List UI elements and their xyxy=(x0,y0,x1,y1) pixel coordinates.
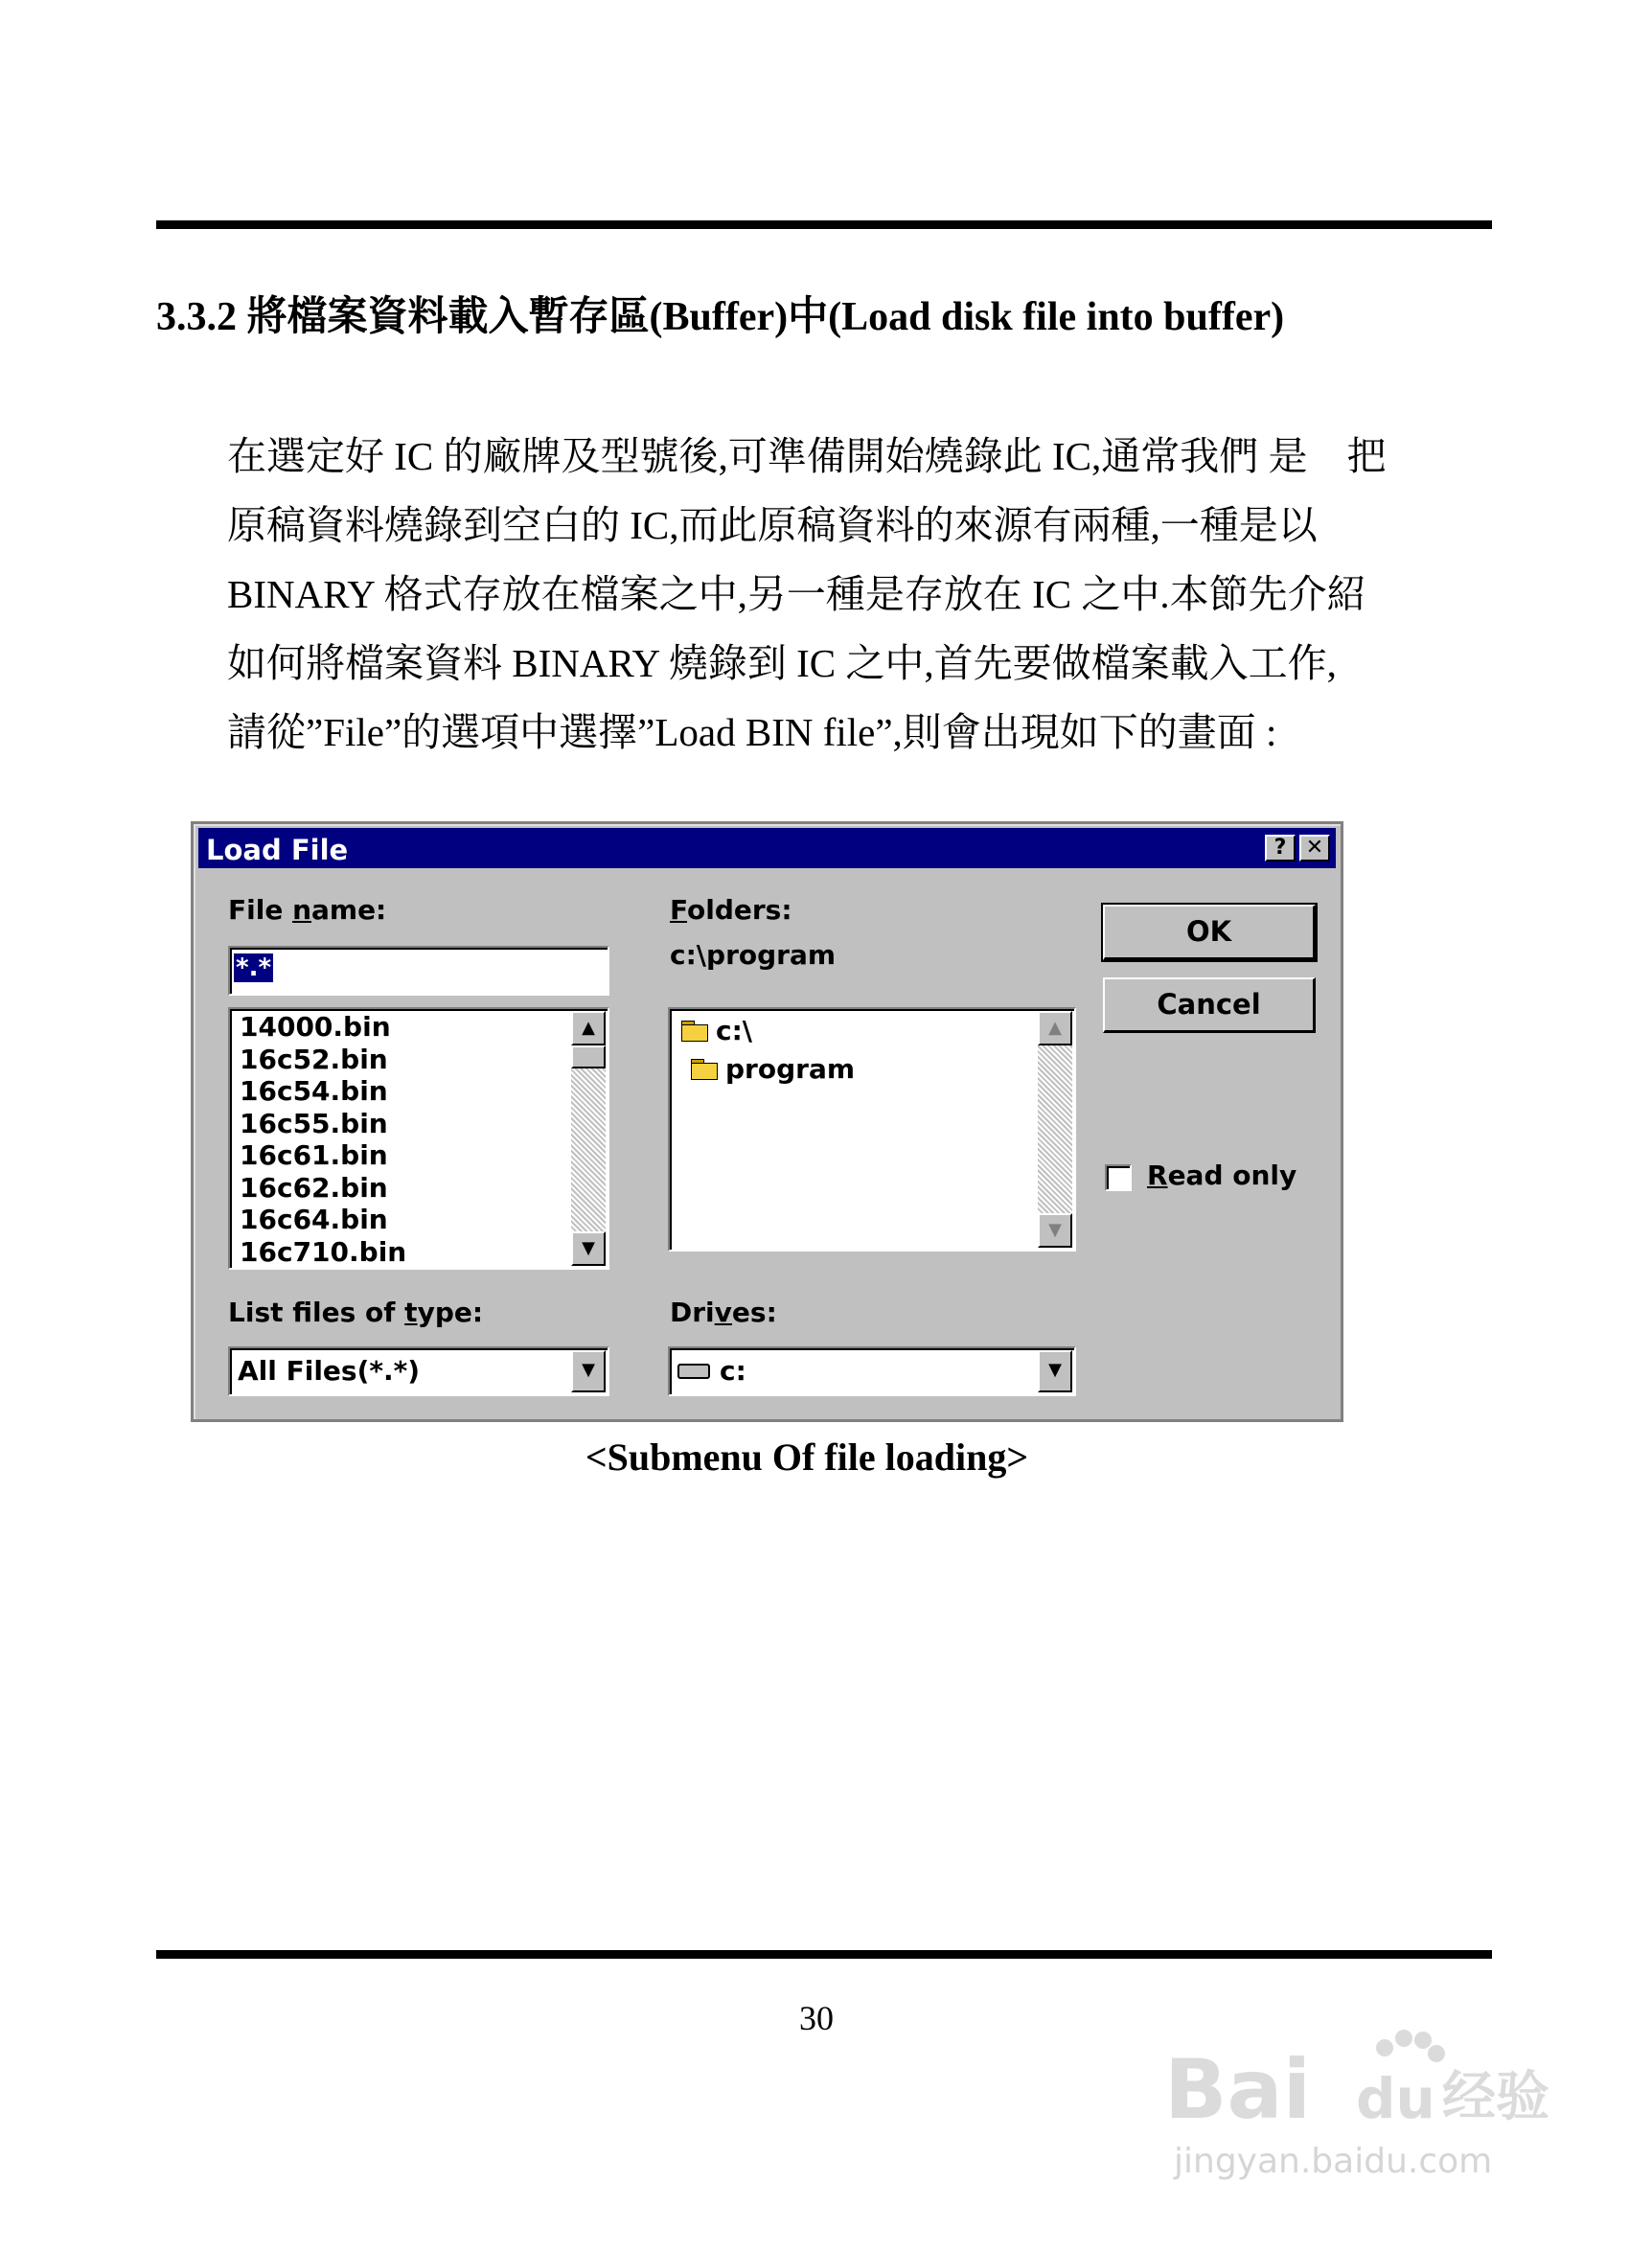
scroll-down-icon[interactable]: ▼ xyxy=(1038,1213,1072,1248)
body-paragraph xyxy=(227,422,1473,767)
file-type-label xyxy=(228,1297,483,1328)
file-list-item[interactable]: 16c62.bin xyxy=(240,1171,388,1204)
close-button[interactable]: ✕ xyxy=(1299,835,1330,861)
paragraph-line: 原稿資料燒錄到空白的 IC,而此原稿資料的來源有兩種,一種是以 xyxy=(227,503,1318,547)
label-text: Dri xyxy=(670,1297,715,1328)
label-text: es: xyxy=(731,1297,777,1328)
folder-list[interactable] xyxy=(668,1007,1076,1252)
watermark-url: jingyan.baidu.com xyxy=(1174,2142,1493,2181)
folder-item[interactable] xyxy=(681,1015,752,1046)
folder-item-label: c:\ xyxy=(716,1015,753,1046)
baidu-logo-icon xyxy=(1164,2027,1567,2142)
chevron-down-icon[interactable]: ▼ xyxy=(1038,1350,1072,1392)
file-name-label xyxy=(228,894,386,926)
file-list-item[interactable]: 14000.bin xyxy=(240,1011,391,1043)
paragraph-line: BINARY 格式存放在檔案之中,另一種是存放在 IC 之中.本節先介紹 xyxy=(227,572,1366,616)
folder-item-label: program xyxy=(725,1053,856,1085)
file-list[interactable] xyxy=(228,1007,609,1270)
baidu-watermark xyxy=(1164,1988,1567,2199)
dialog-titlebar[interactable] xyxy=(198,828,1336,868)
read-only-label[interactable] xyxy=(1147,1160,1296,1191)
page-number: 30 xyxy=(799,1999,834,2037)
ok-button[interactable]: OK xyxy=(1103,905,1316,960)
drive-select[interactable] xyxy=(668,1346,1076,1396)
file-name-value: *.* xyxy=(236,953,272,982)
watermark-logo-cn: 经验 xyxy=(1442,2066,1549,2128)
paragraph-line: 如何將檔案資料 BINARY 燒錄到 IC 之中,首先要做檔案載入工作, xyxy=(227,641,1337,685)
label-text: File xyxy=(228,894,293,926)
label-accel: R xyxy=(1147,1160,1168,1191)
cancel-button[interactable]: Cancel xyxy=(1103,977,1316,1033)
drives-label xyxy=(670,1297,777,1328)
dialog-title: Load File xyxy=(206,834,349,866)
label-accel: F xyxy=(670,894,687,926)
current-folder-path: c:\program xyxy=(670,939,837,971)
folder-item[interactable] xyxy=(691,1053,855,1085)
read-only-checkbox[interactable] xyxy=(1105,1164,1132,1191)
section-heading: 3.3.2 將檔案資料載入暫存區(Buffer)中(Load disk file into buffer) xyxy=(156,295,1285,339)
file-list-item[interactable]: 16c64.bin xyxy=(240,1204,388,1235)
label-text: ype: xyxy=(417,1297,484,1328)
bottom-rule xyxy=(156,1950,1492,1959)
folders-label xyxy=(670,894,792,926)
label-text: olders: xyxy=(687,894,792,926)
folder-list-scrollbar[interactable] xyxy=(1038,1011,1072,1248)
figure-caption: <Submenu Of file loading> xyxy=(585,1436,1029,1479)
scroll-down-icon[interactable]: ▼ xyxy=(571,1231,606,1266)
scroll-up-icon[interactable]: ▲ xyxy=(571,1011,606,1045)
drive-value-wrap xyxy=(677,1355,746,1387)
file-list-item[interactable]: 16c54.bin xyxy=(240,1075,388,1107)
label-accel: t xyxy=(404,1297,418,1328)
file-list-item[interactable]: 16c55.bin xyxy=(240,1107,388,1139)
scroll-up-icon[interactable]: ▲ xyxy=(1038,1011,1072,1045)
watermark-logo-paw: du xyxy=(1356,2066,1435,2131)
chevron-down-icon[interactable]: ▼ xyxy=(571,1350,606,1392)
scroll-thumb[interactable] xyxy=(571,1045,606,1068)
paragraph-line: 在選定好 IC 的廠牌及型號後,可準備開始燒錄此 IC,通常我們 是 把 xyxy=(227,434,1387,478)
file-type-value: All Files(*.*) xyxy=(238,1355,421,1387)
label-text: List files of xyxy=(228,1297,405,1328)
load-file-dialog xyxy=(191,821,1343,1422)
file-list-item[interactable]: 16c710.bin xyxy=(240,1235,407,1268)
label-text: ead only xyxy=(1167,1160,1297,1191)
drive-icon xyxy=(677,1364,710,1379)
label-accel: v xyxy=(714,1297,732,1328)
file-name-input[interactable] xyxy=(228,946,609,996)
paragraph-line: 請從”File”的選項中選擇”Load BIN file”,則會出現如下的畫面 : xyxy=(227,710,1277,754)
open-folder-icon xyxy=(681,1021,708,1042)
label-accel: n xyxy=(292,894,311,926)
open-folder-icon xyxy=(691,1059,718,1080)
top-rule xyxy=(156,220,1492,229)
drive-value: c: xyxy=(720,1355,746,1387)
help-button[interactable]: ? xyxy=(1265,835,1296,861)
watermark-logo-text: Bai xyxy=(1164,2042,1312,2138)
file-type-select[interactable] xyxy=(228,1346,609,1396)
file-list-item[interactable]: 16c52.bin xyxy=(240,1043,388,1075)
file-list-item[interactable]: 16c61.bin xyxy=(240,1139,388,1171)
label-text: ame: xyxy=(311,894,387,926)
file-list-scrollbar[interactable] xyxy=(571,1011,606,1266)
